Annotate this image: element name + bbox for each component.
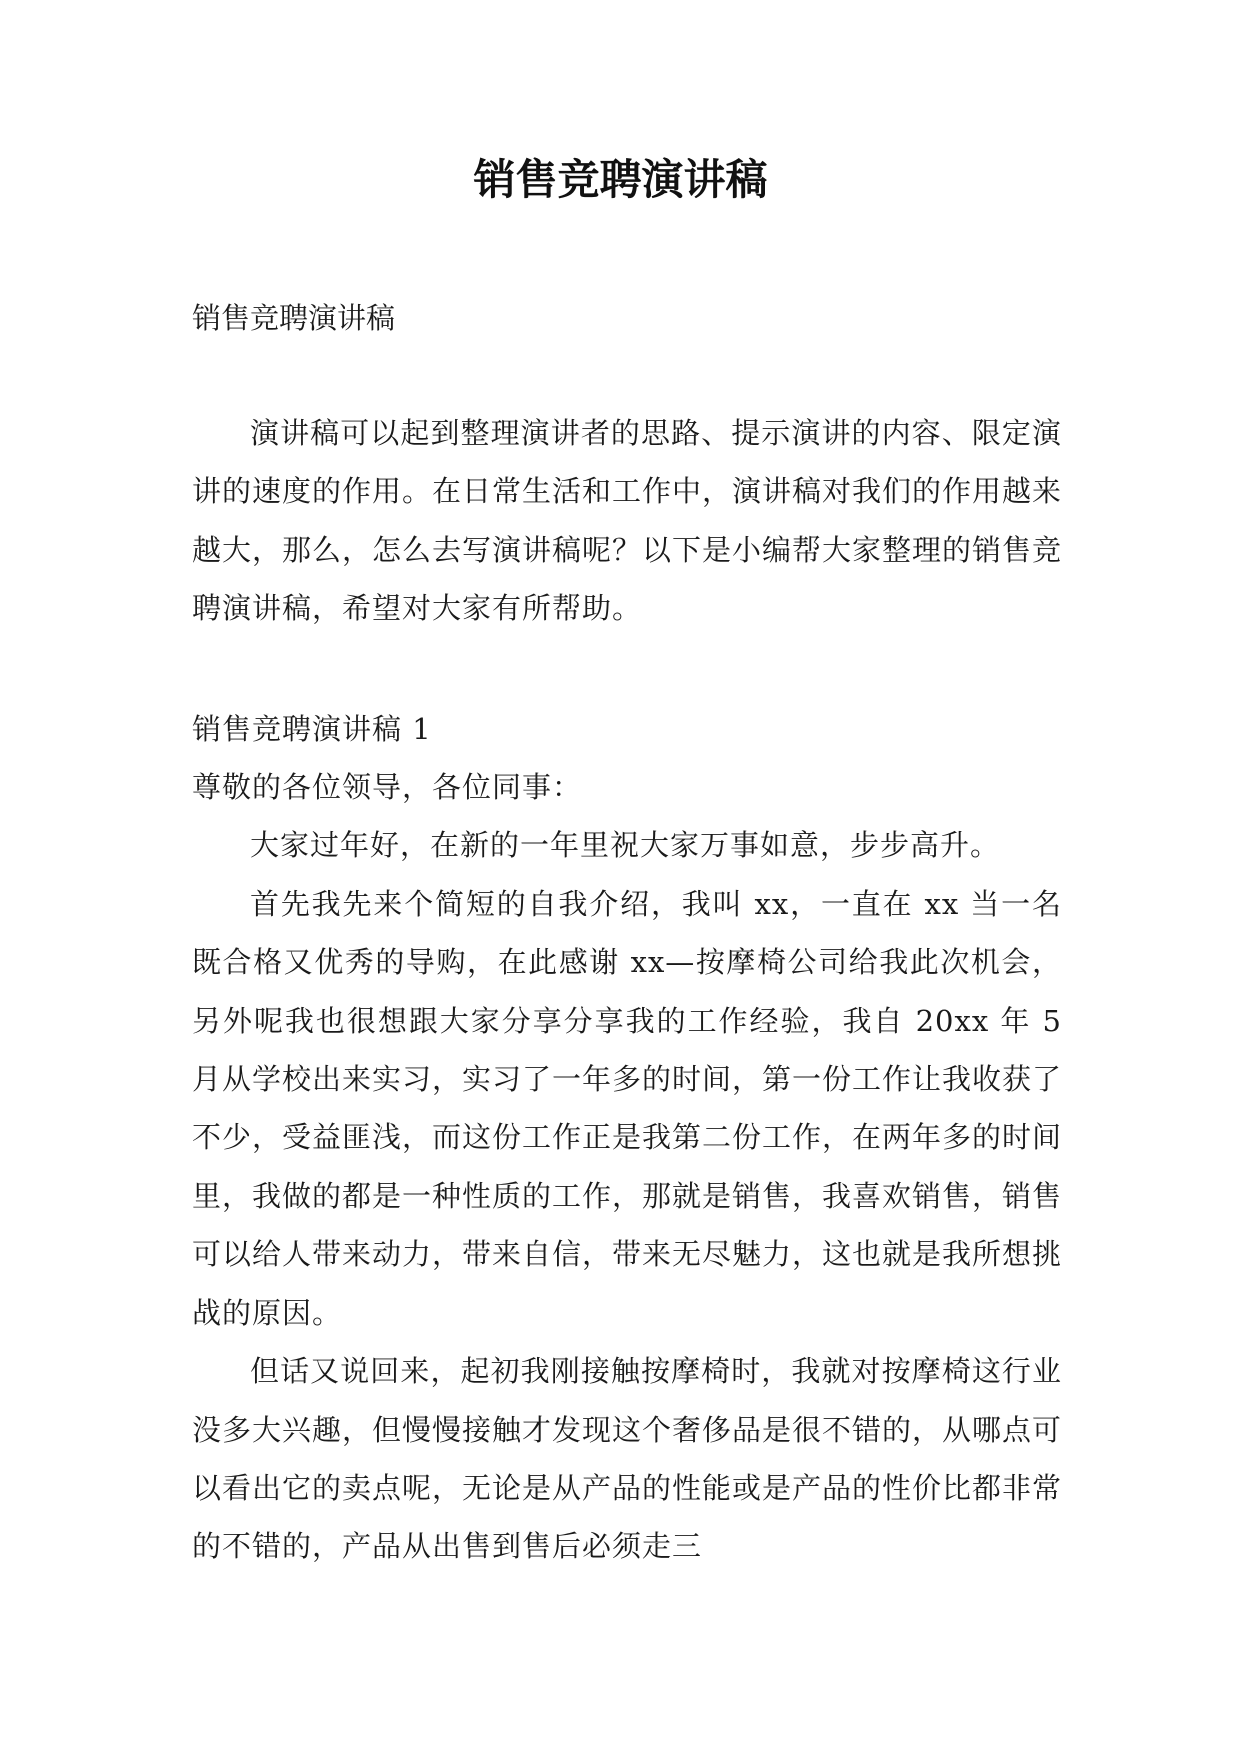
salutation: 尊敬的各位领导，各位同事： — [192, 770, 583, 805]
document-body — [192, 290, 1062, 1576]
intro-paragraph: 演讲稿可以起到整理演讲者的思路、提示演讲的内容、限定演讲的速度的作用。在日常生活和工作中，演讲稿对我们的作用越来越大，那么，怎么去写演讲稿呢？以下是小编帮大家整理的销售竞聘演讲稿，希望对大家有所帮助。 — [192, 416, 1063, 626]
body-paragraph: 但话又说回来，起初我刚接触按摩椅时，我就对按摩椅这行业没多大兴趣，但慢慢接触才发现这个奢侈品是很不错的，从哪点可以看出它的卖点呢，无论是从产品的性能或是产品的性价比都非常的不错的，产品从出售到售后必须走三 — [192, 1354, 1063, 1564]
section-heading: 销售竞聘演讲稿 1 — [192, 711, 432, 746]
body-paragraph: 首先我先来个简短的自我介绍，我叫 xx，一直在 xx 当一名既合格又优秀的导购，在此感谢 xx—按摩椅公司给我此次机会，另外呢我也很想跟大家分享分享我的工作经验，我自 20xx 年 5 月从学校出来实习，实习了一年多的时间，第一份工作让我收获了不少，受益匪浅，而这份工作正是我第二份工作，在两年多的时间里，我做的都是一种性质的工作，那就是销售，我喜欢销售，销售可以给人带来动力，带来自信，带来无尽魅力，这也就是我所想挑战的原因。 — [192, 886, 1063, 1330]
body-paragraph: 大家过年好，在新的一年里祝大家万事如意，步步高升。 — [250, 828, 1001, 863]
spacer — [192, 346, 1062, 404]
document-subtitle: 销售竞聘演讲稿 — [192, 301, 396, 335]
document-title: 销售竞聘演讲稿 — [473, 155, 768, 204]
spacer — [192, 638, 1062, 700]
